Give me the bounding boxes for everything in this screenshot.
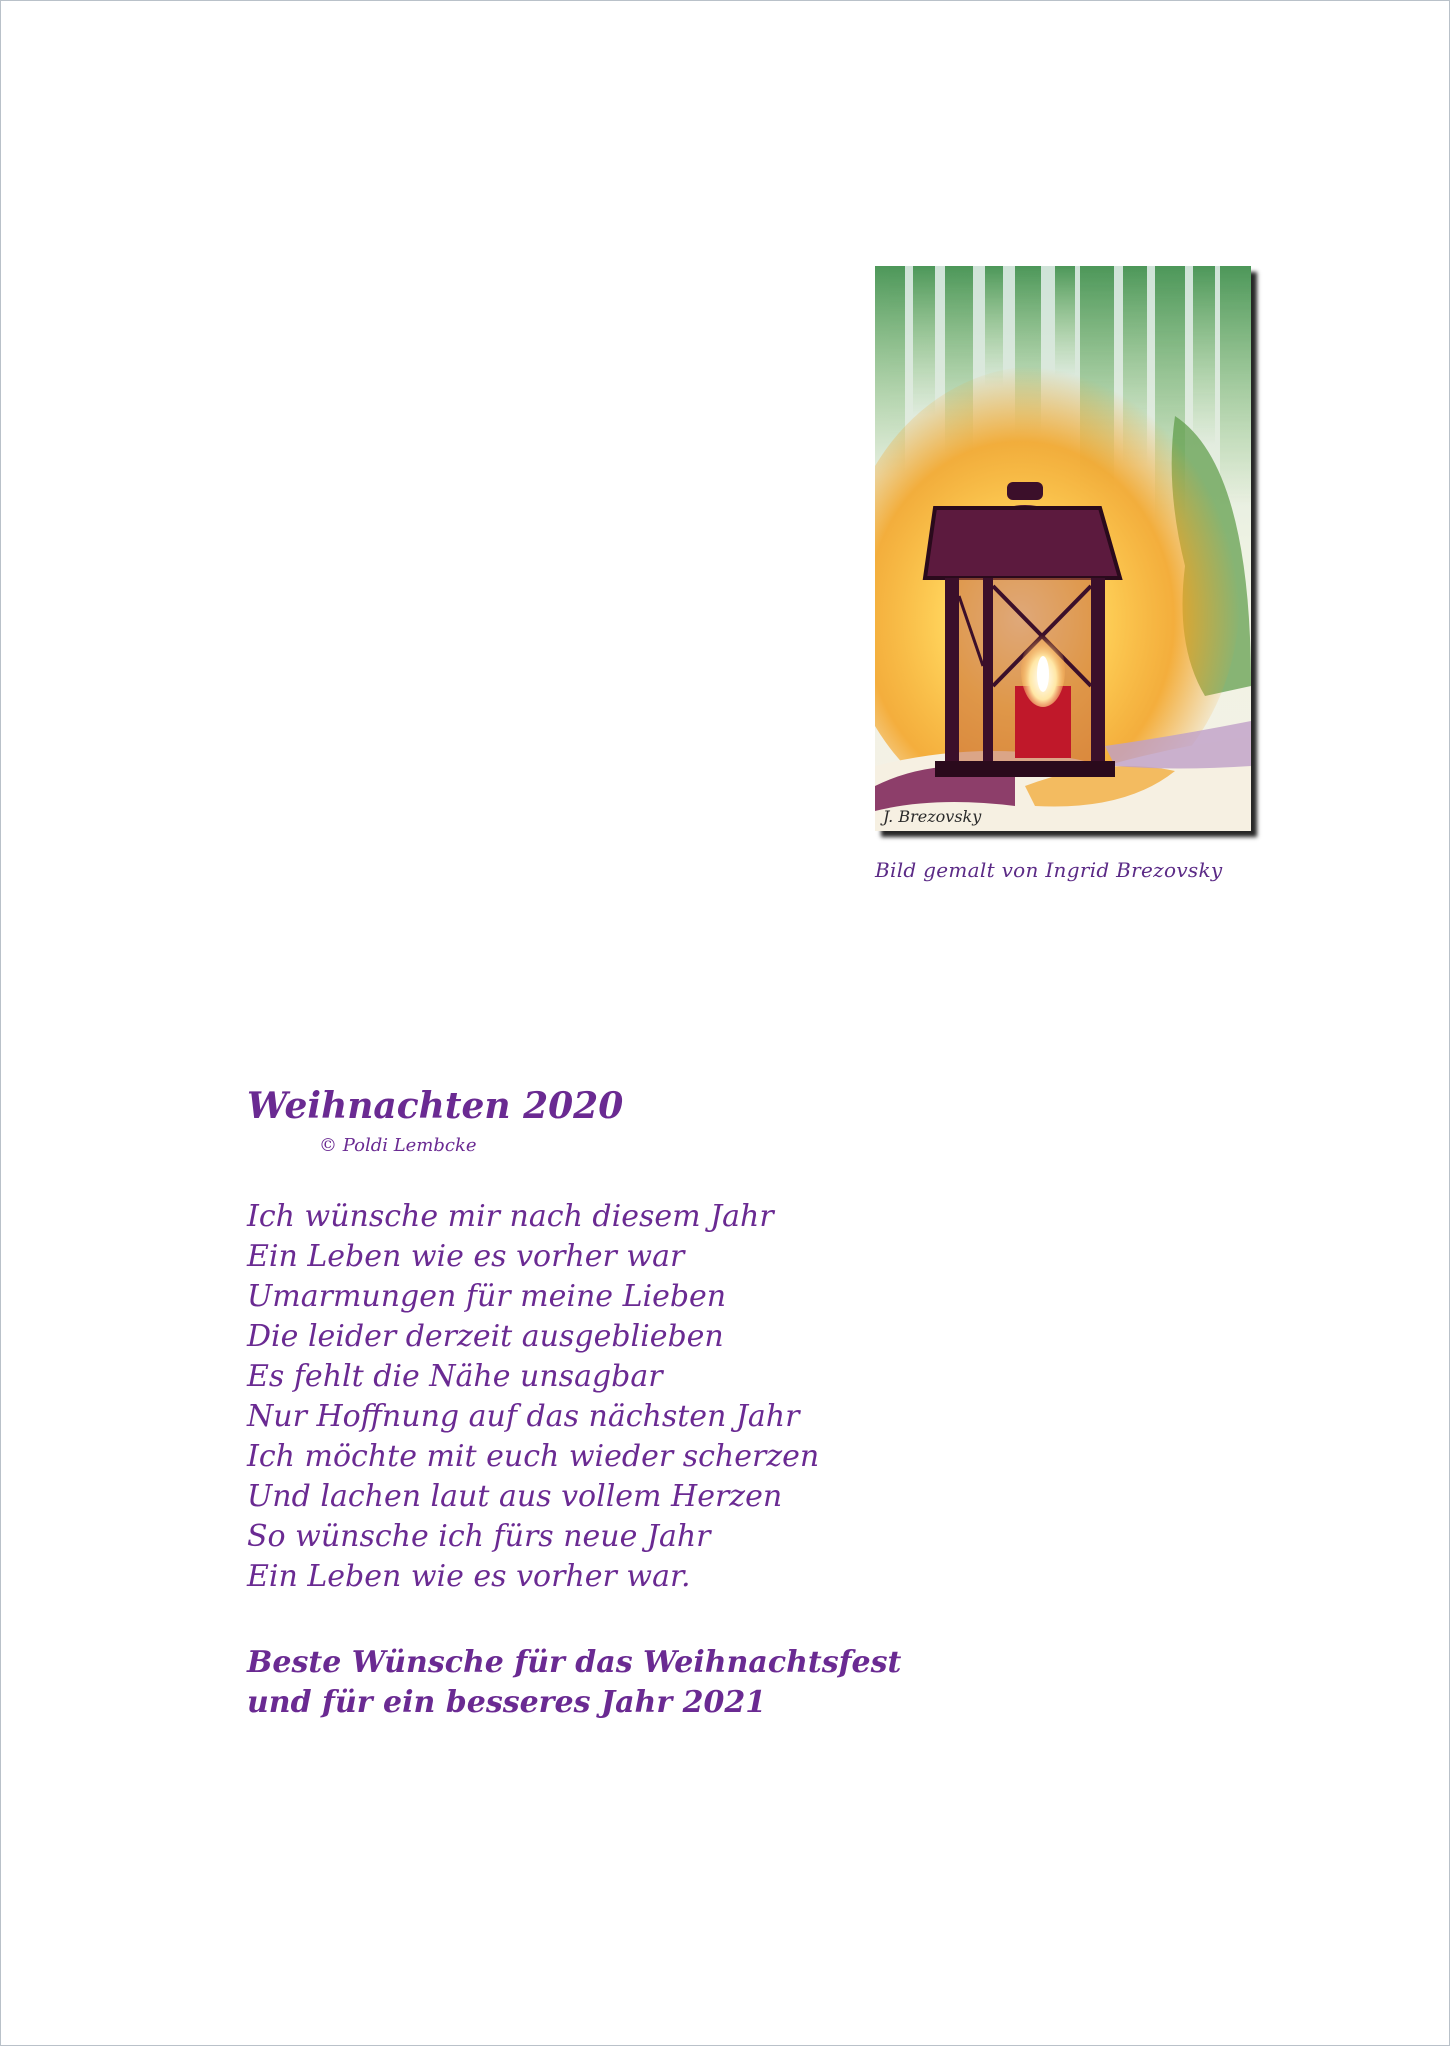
poem-title: Weihnachten 2020	[247, 1085, 624, 1127]
wishes-line-2: und für ein besseres Jahr 2021	[247, 1685, 767, 1720]
poem-line: Ein Leben wie es vorher war.	[247, 1559, 691, 1594]
poem-line: Nur Hoffnung auf das nächsten Jahr	[247, 1399, 800, 1434]
wishes-line-1: Beste Wünsche für das Weihnachtsfest	[247, 1645, 902, 1680]
painting-caption: Bild gemalt von Ingrid Brezovsky	[875, 858, 1223, 882]
poem-copyright: © Poldi Lembcke	[319, 1135, 477, 1156]
poem-line: So wünsche ich fürs neue Jahr	[247, 1519, 711, 1554]
holiday-wishes	[247, 1643, 901, 1723]
poem-lines	[247, 1197, 819, 1597]
lantern-painting	[875, 266, 1251, 831]
poem-line: Ich möchte mit euch wieder scherzen	[247, 1439, 820, 1474]
poem-line: Ich wünsche mir nach diesem Jahr	[247, 1199, 774, 1234]
poem-line: Es fehlt die Nähe unsagbar	[247, 1359, 663, 1394]
poem-line: Umarmungen für meine Lieben	[247, 1279, 727, 1314]
poem-line: Die leider derzeit ausgeblieben	[247, 1319, 724, 1354]
poem-line: Und lachen laut aus vollem Herzen	[247, 1479, 783, 1514]
poem-line: Ein Leben wie es vorher war	[247, 1239, 685, 1274]
painting-signature: J. Brezovsky	[883, 807, 982, 826]
